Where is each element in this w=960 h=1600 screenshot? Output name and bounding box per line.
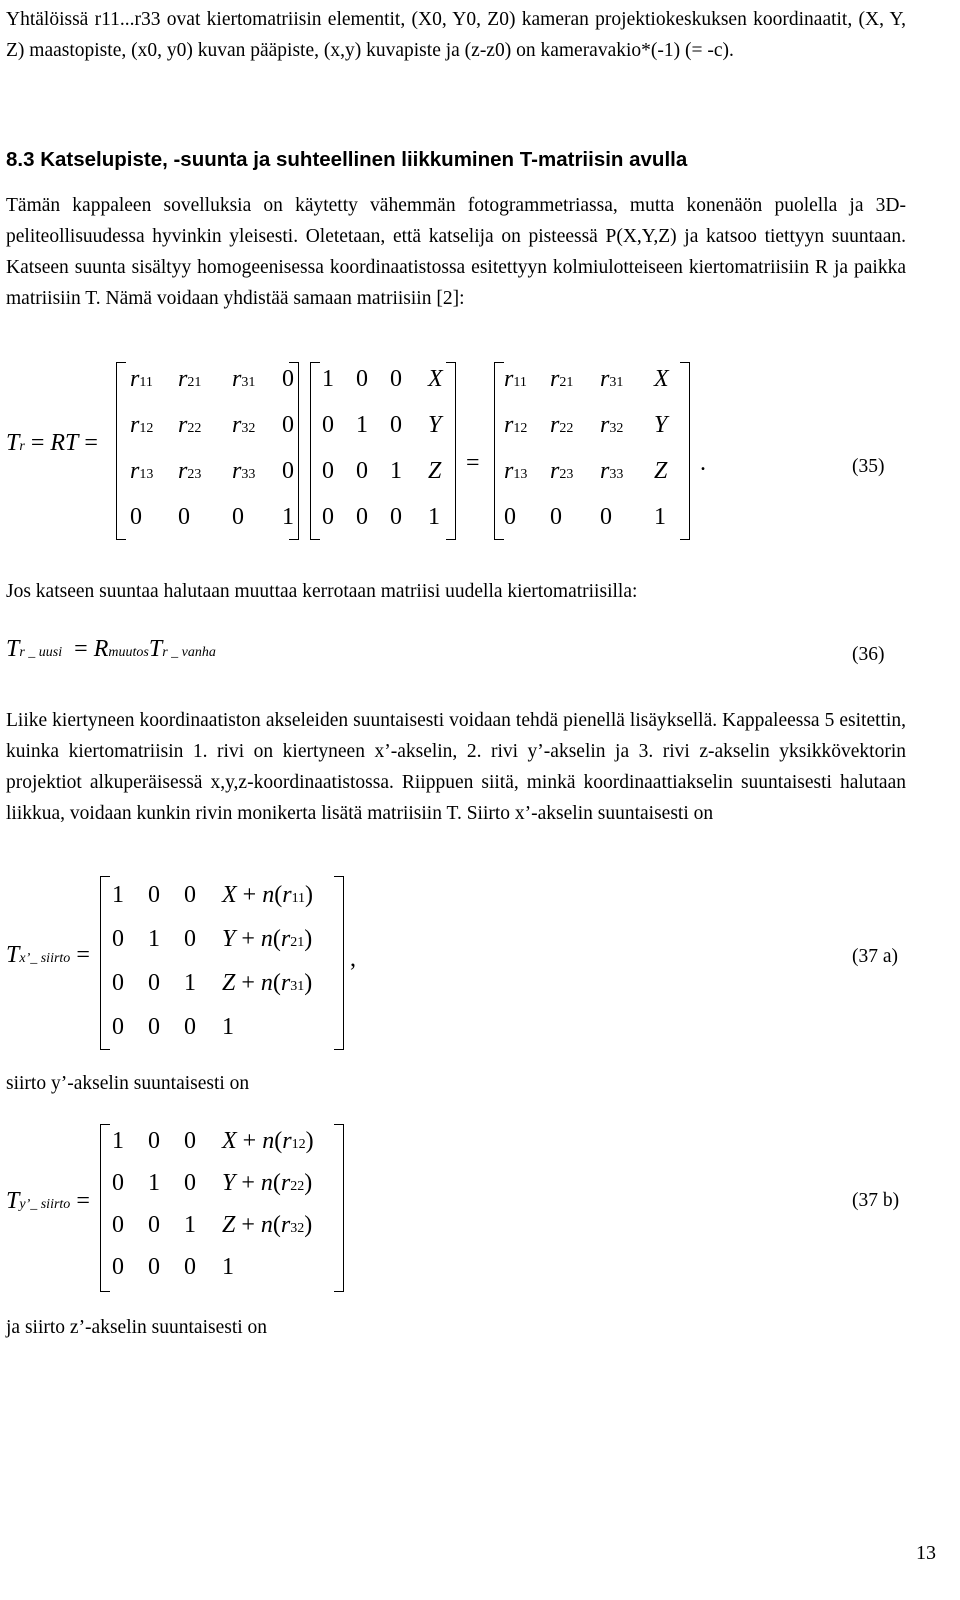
eq37b-cell: 0 xyxy=(184,1128,196,1154)
eq35-result-cell: r22 xyxy=(550,412,574,438)
eq35-result-cell: 1 xyxy=(654,504,666,530)
eq37a-cell: 0 xyxy=(112,970,124,996)
eq37b-cell: 0 xyxy=(148,1254,160,1280)
eq35-r-cell: 0 xyxy=(178,504,190,530)
eq37b-cell: 1 xyxy=(184,1212,196,1238)
eq35-t-cell: 0 xyxy=(390,504,402,530)
eq37a-cell: 0 xyxy=(184,1014,196,1040)
eq35-matrix-t-right-bracket xyxy=(446,362,456,540)
paragraph-4: siirto y’-akselin suuntaisesti on xyxy=(6,1073,250,1094)
eq37b-cell: Y + n(r22) xyxy=(222,1170,313,1196)
eq37a-cell: 1 xyxy=(222,1014,234,1040)
eq35-r-cell: r22 xyxy=(178,412,202,438)
eq35-r-cell: 0 xyxy=(282,366,294,392)
eq35-t-cell: 1 xyxy=(428,504,440,530)
eq35-r-cell: r12 xyxy=(130,412,154,438)
eq37a-cell: 0 xyxy=(148,970,160,996)
paragraph-5: ja siirto z’-akselin suuntaisesti on xyxy=(6,1317,268,1338)
eq35-r-cell: 0 xyxy=(282,458,294,484)
eq35-matrix-r-left-bracket xyxy=(116,362,126,540)
eq37b-cell: 0 xyxy=(148,1128,160,1154)
eq35-r-cell: r31 xyxy=(232,366,256,392)
eq35-t-cell: 0 xyxy=(322,412,334,438)
eq37b-cell: 0 xyxy=(112,1212,124,1238)
eq37a-cell: Z + n(r31) xyxy=(222,970,313,996)
intro-paragraph xyxy=(6,4,906,66)
eq36-number: (36) xyxy=(852,644,885,665)
eq35-result-cell: r21 xyxy=(550,366,574,392)
equation-36: Tr _ uusi = RmuutosTr _ vanha xyxy=(6,636,216,662)
eq35-number: (35) xyxy=(852,456,885,477)
eq35-lhs: Tr = RT = xyxy=(6,430,98,456)
eq37a-cell: 0 xyxy=(112,926,124,952)
eq37a-number: (37 a) xyxy=(852,946,899,967)
eq37b-lhs: Ty’_ siirto = xyxy=(6,1188,90,1214)
eq35-r-cell: 0 xyxy=(130,504,142,530)
eq35-result-cell: r12 xyxy=(504,412,528,438)
eq35-result-cell: r23 xyxy=(550,458,574,484)
eq35-r-cell: r32 xyxy=(232,412,256,438)
eq37a-cell: 1 xyxy=(148,926,160,952)
page-number: 13 xyxy=(916,1542,936,1564)
eq37a-cell: Y + n(r21) xyxy=(222,926,313,952)
eq37b-cell: 0 xyxy=(184,1254,196,1280)
eq37b-cell: 1 xyxy=(148,1170,160,1196)
eq35-r-cell: 1 xyxy=(282,504,294,530)
eq35-result-cell: Y xyxy=(654,412,668,438)
eq37a-lhs: Tx’_ siirto = xyxy=(6,942,90,968)
eq37b-cell: Z + n(r32) xyxy=(222,1212,313,1238)
eq37b-cell: 0 xyxy=(148,1212,160,1238)
eq37a-cell: 1 xyxy=(112,882,124,908)
eq35-matrix-t-left-bracket xyxy=(310,362,320,540)
eq35-result-cell: r33 xyxy=(600,458,624,484)
eq35-r-cell: r21 xyxy=(178,366,202,392)
eq37b-right-bracket xyxy=(334,1124,344,1292)
eq35-r-cell: r13 xyxy=(130,458,154,484)
eq37a-left-bracket xyxy=(100,876,110,1050)
eq37a-comma: , xyxy=(350,946,356,972)
eq35-t-cell: 1 xyxy=(390,458,402,484)
eq37b-cell: X + n(r12) xyxy=(222,1128,314,1154)
eq37b-cell: 0 xyxy=(184,1170,196,1196)
eq35-t-cell: 0 xyxy=(390,412,402,438)
eq35-t-cell: 0 xyxy=(356,504,368,530)
eq35-t-cell: 0 xyxy=(390,366,402,392)
eq37a-cell: 0 xyxy=(184,882,196,908)
eq35-r-cell: r33 xyxy=(232,458,256,484)
eq35-t-cell: X xyxy=(428,366,443,392)
eq35-t-cell: 0 xyxy=(356,458,368,484)
eq35-t-cell: 1 xyxy=(356,412,368,438)
eq37b-cell: 0 xyxy=(112,1254,124,1280)
eq37b-cell: 1 xyxy=(112,1128,124,1154)
eq35-t-cell: 1 xyxy=(322,366,334,392)
eq35-matrix-result-right-bracket xyxy=(680,362,690,540)
eq35-period: . xyxy=(700,450,706,476)
paragraph-1: Tämän kappaleen sovelluksia on käytetty vähemmän fotogrammetriassa, mutta konenäön puolella ja 3D-peliteollisuudessa hyvinkin yleisesti. Oletetaan, että katselija on pisteessä P(X,Y,Z) ja katsoo tiettyyn suuntaan. Katseen suunta sisältyy homogeenisessa koordinaatistossa esitettyyn kolmiulotteiseen kiertomatriisiin R ja paikka matriisiin T. Nämä voidaan yhdistää samaan matriisiin [2]: xyxy=(6,195,906,309)
eq37a-cell: X + n(r11) xyxy=(222,882,314,908)
eq35-equals: = xyxy=(466,450,480,476)
section-heading: 8.3 Katselupiste, -suunta ja suhteellinen liikkuminen T-matriisin avulla xyxy=(6,148,688,171)
eq35-result-cell: 0 xyxy=(600,504,612,530)
eq37b-cell: 0 xyxy=(112,1170,124,1196)
eq37a-cell: 0 xyxy=(112,1014,124,1040)
eq35-r-cell: 0 xyxy=(232,504,244,530)
eq35-t-cell: 0 xyxy=(322,504,334,530)
eq35-result-cell: r13 xyxy=(504,458,528,484)
eq35-result-cell: r32 xyxy=(600,412,624,438)
eq35-result-cell: Z xyxy=(654,458,668,484)
eq37a-cell: 0 xyxy=(184,926,196,952)
eq37a-cell: 0 xyxy=(148,882,160,908)
eq35-result-cell: X xyxy=(654,366,669,392)
eq35-t-cell: 0 xyxy=(356,366,368,392)
eq37a-right-bracket xyxy=(334,876,344,1050)
eq35-t-cell: Y xyxy=(428,412,442,438)
intro-text: Yhtälöissä r11...r33 ovat kiertomatriisin elementit, (X0, Y0, Z0) kameran projektiokeskuksen koordinaatit, (X, Y, Z) maastopiste, (x0, y0) kuvan pääpiste, (x,y) kuvapiste ja (z-z0) on kameravakio*(-1) (= -c). xyxy=(6,9,906,61)
eq37a-cell: 1 xyxy=(184,970,196,996)
eq35-result-cell: 0 xyxy=(504,504,516,530)
eq35-r-cell: r23 xyxy=(178,458,202,484)
eq35-result-cell: 0 xyxy=(550,504,562,530)
eq37b-left-bracket xyxy=(100,1124,110,1292)
eq37a-cell: 0 xyxy=(148,1014,160,1040)
eq35-matrix-result-left-bracket xyxy=(494,362,504,540)
eq35-t-cell: Z xyxy=(428,458,442,484)
paragraph-2: Jos katseen suuntaa halutaan muuttaa kerrotaan matriisi uudella kiertomatriisilla: xyxy=(6,581,638,602)
eq37b-cell: 1 xyxy=(222,1254,234,1280)
paragraph-3: Liike kiertyneen koordinaatiston akseleiden suuntaisesti voidaan tehdä pienellä lisäyksellä. Kappaleessa 5 esitettin, kuinka kiertomatriisin 1. rivi on kiertyneen x’-akselin, 2. rivi y’-akselin ja 3. rivi z-akselin yksikkövektorin projektiot alkuperäisessä x,y,z-koordinaatistossa. Riippuen siitä, minkä koordinaattiakselin suuntaisesti halutaan liikkua, voidaan kunkin rivin monikerta lisätä matriisiin T. Siirto x’-akselin suuntaisesti on xyxy=(6,710,906,824)
eq37b-number: (37 b) xyxy=(852,1190,900,1211)
eq35-result-cell: r11 xyxy=(504,366,527,392)
eq35-r-cell: 0 xyxy=(282,412,294,438)
eq35-result-cell: r31 xyxy=(600,366,624,392)
eq35-r-cell: r11 xyxy=(130,366,153,392)
eq35-t-cell: 0 xyxy=(322,458,334,484)
